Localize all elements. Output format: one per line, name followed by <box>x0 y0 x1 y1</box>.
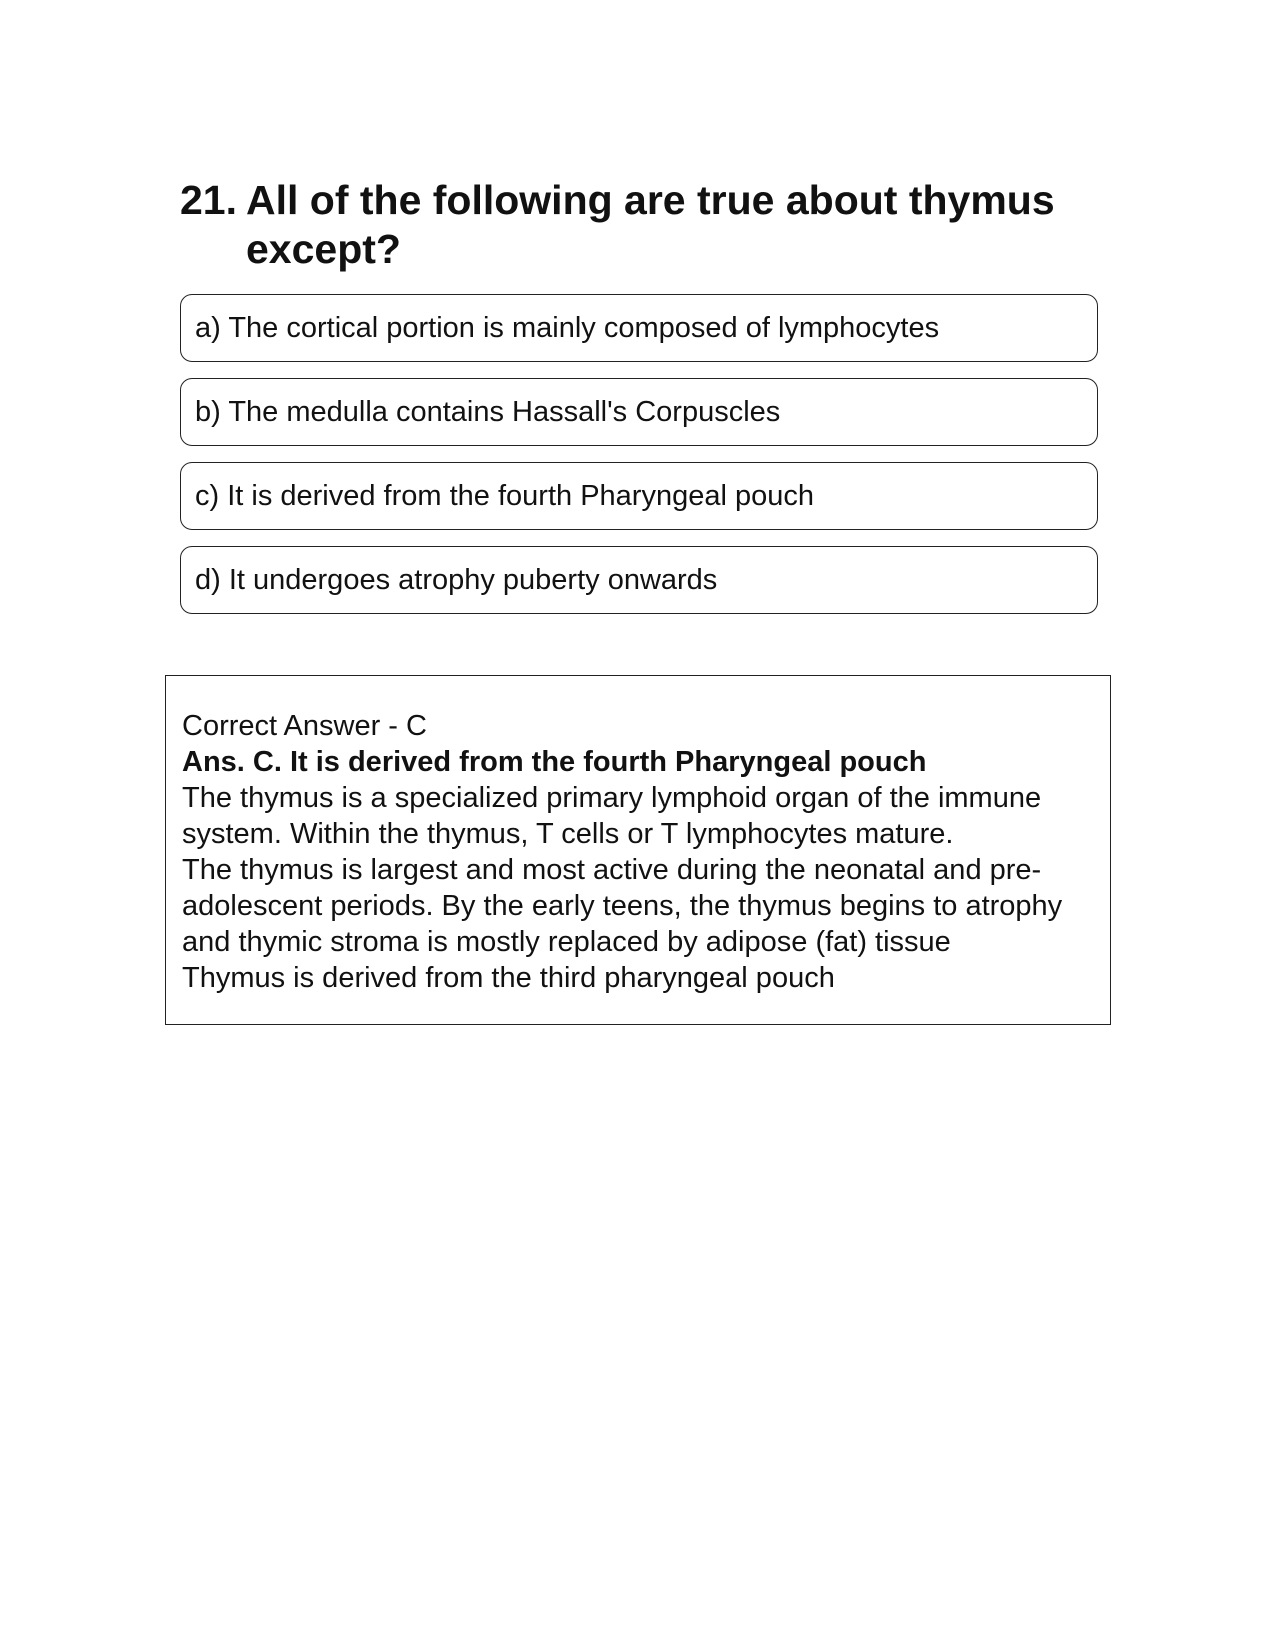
answer-heading: Ans. C. It is derived from the fourth Pharyngeal pouch <box>182 746 927 778</box>
option-c[interactable]: c) It is derived from the fourth Pharyngeal pouch <box>180 462 1098 530</box>
option-b[interactable]: b) The medulla contains Hassall's Corpuscles <box>180 378 1098 446</box>
option-a[interactable]: a) The cortical portion is mainly composed of lymphocytes <box>180 294 1098 362</box>
option-d[interactable]: d) It undergoes atrophy puberty onwards <box>180 546 1098 614</box>
correct-answer-label: Correct Answer - C <box>182 710 427 742</box>
answer-explanation-box <box>165 675 1111 1025</box>
explanation-paragraph-1: The thymus is a specialized primary lymphoid organ of the immune system. Within the thymus, T cells or T lymphocytes mature. <box>182 782 1042 850</box>
options-list <box>180 294 1098 630</box>
question-heading <box>180 176 1090 274</box>
explanation-paragraph-2: The thymus is largest and most active during the neonatal and pre-adolescent periods. By the early teens, the thymus begins to atrophy and thymic stroma is mostly replaced by adipose (fat) tissue <box>182 854 1063 958</box>
explanation-paragraph-3: Thymus is derived from the third pharyngeal pouch <box>182 962 835 994</box>
question-number: 21. <box>180 177 237 223</box>
question-text: All of the following are true about thymus except? <box>246 177 1055 272</box>
